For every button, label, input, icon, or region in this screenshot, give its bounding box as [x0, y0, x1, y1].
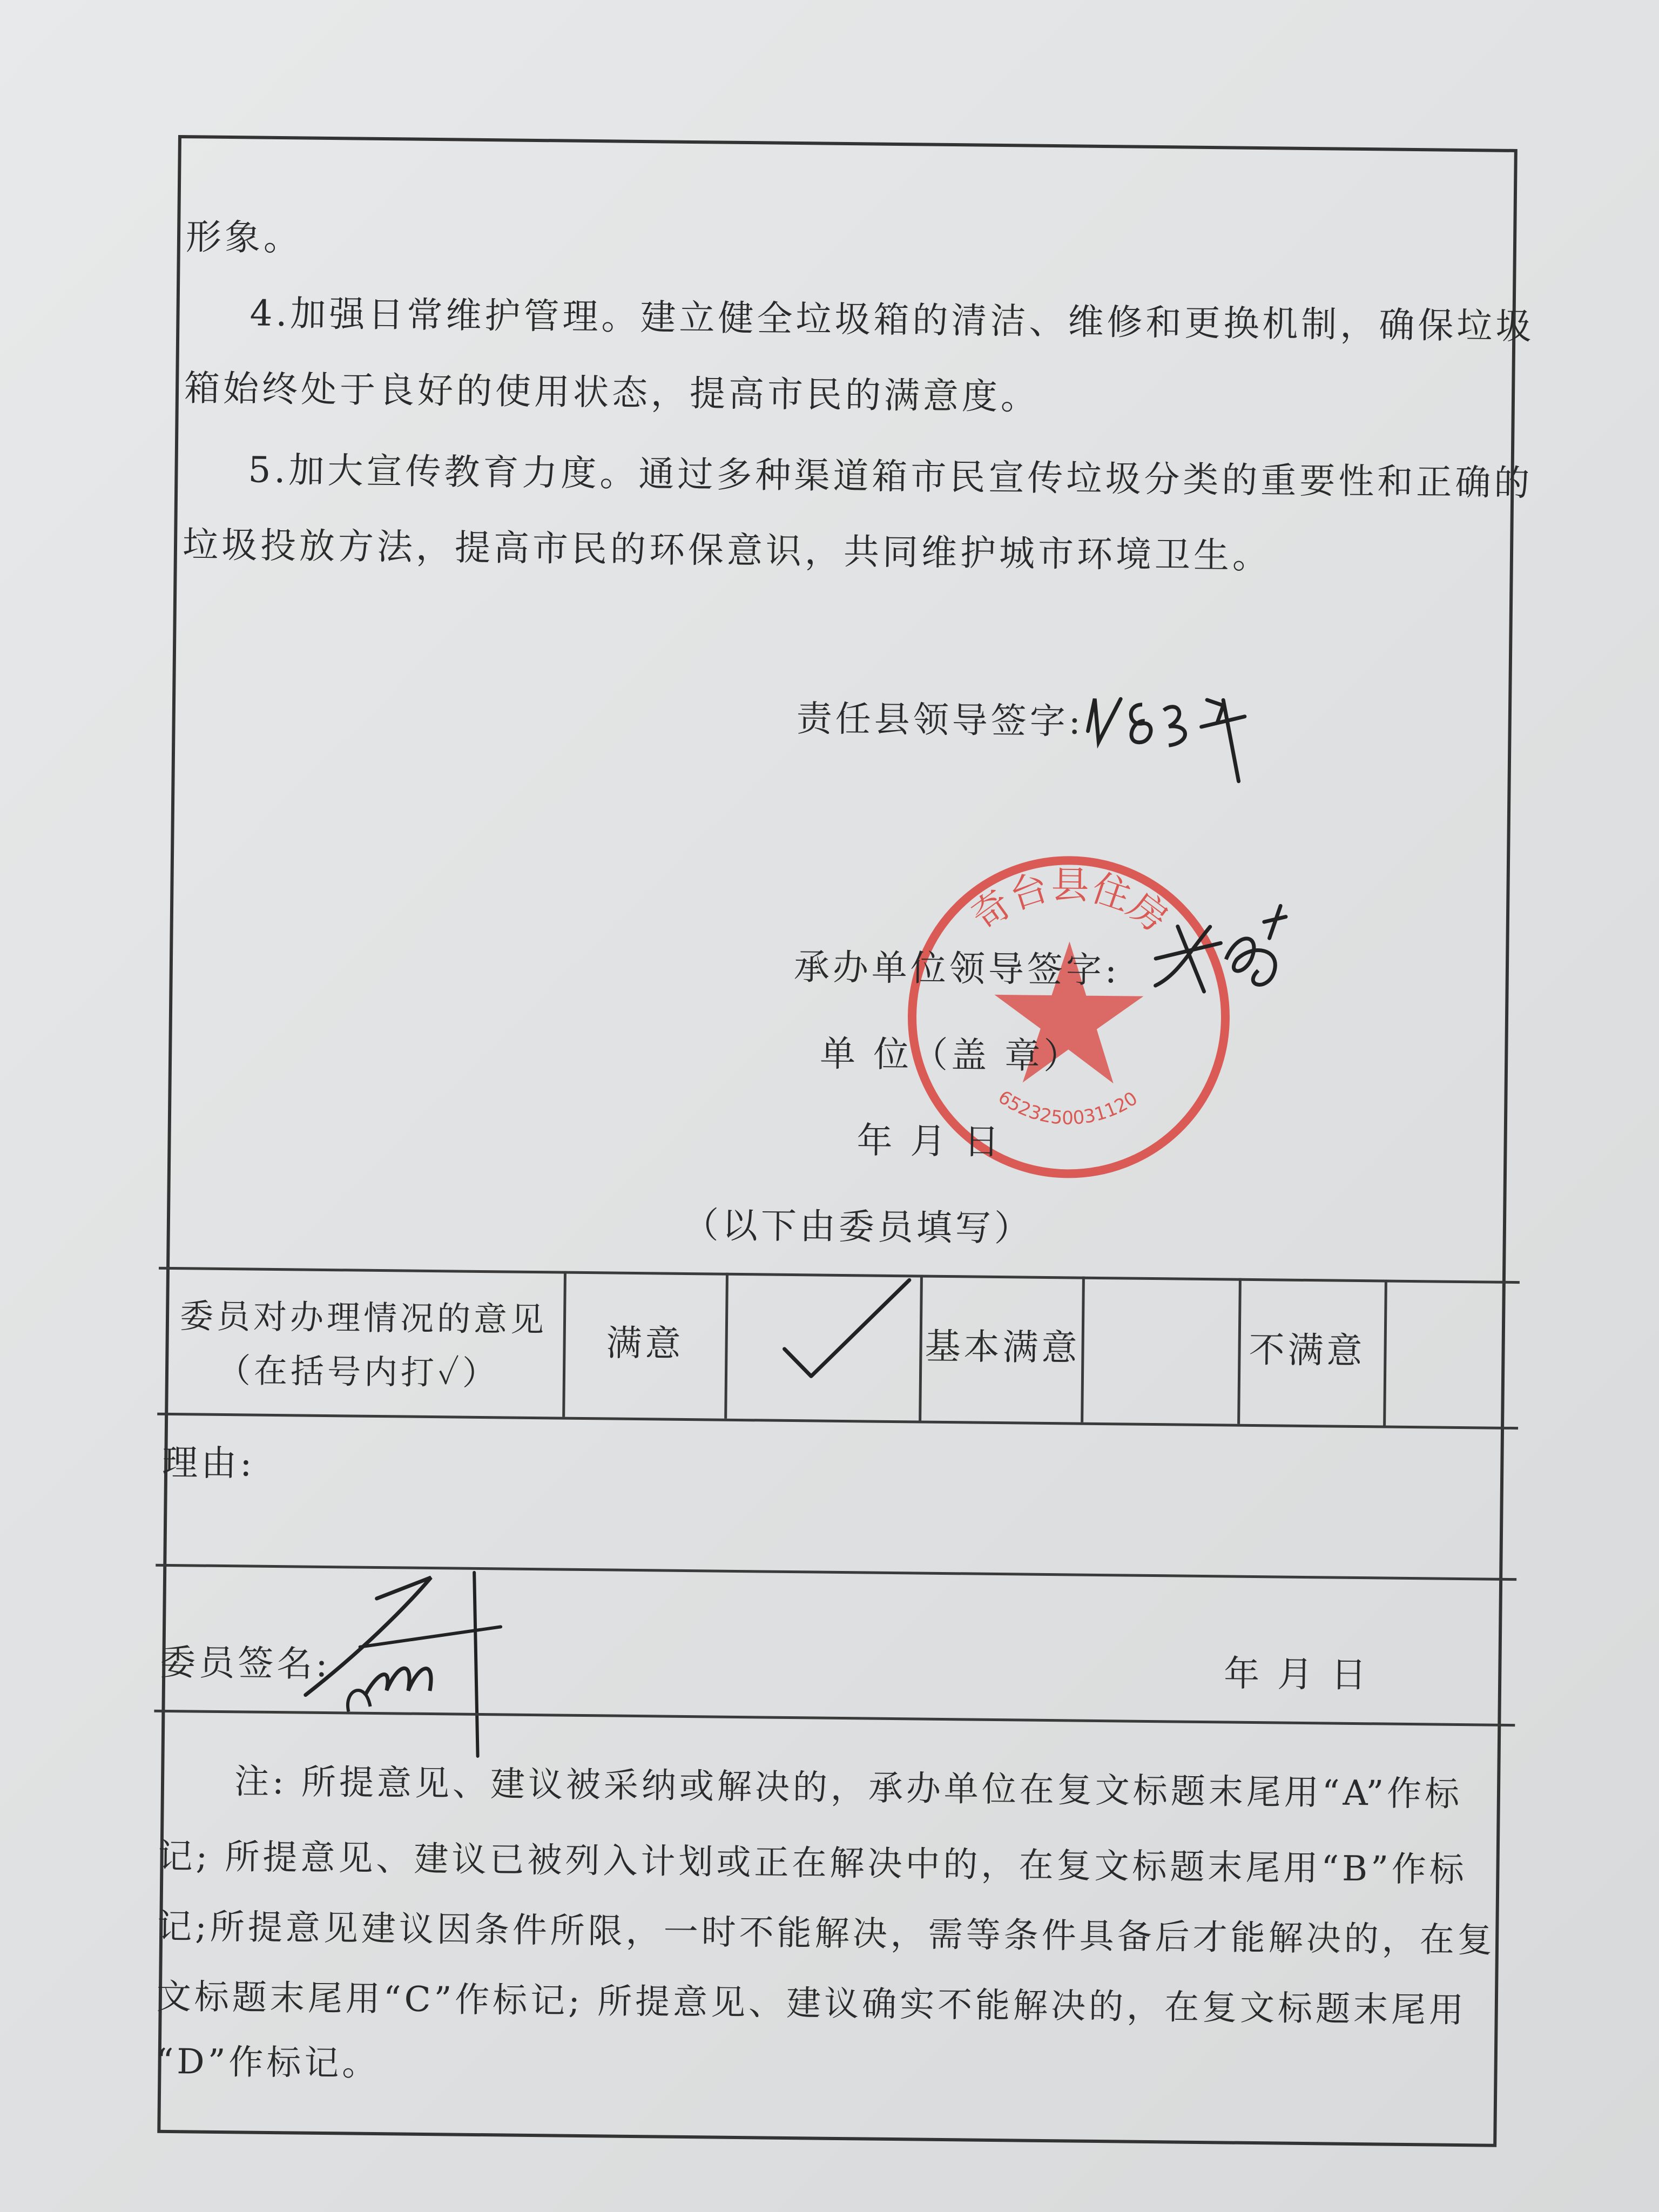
- body-line-1: 形象。: [185, 216, 303, 259]
- note-line-4: 文标题末尾用“C”作标记; 所提意见、建议确实不能解决的，在复文标题末尾用: [156, 1977, 1467, 2031]
- item4-line-1: 4.加强日常维护管理。建立健全垃圾箱的清洁、维修和更换机制，确保垃圾: [249, 292, 1535, 348]
- member-signature-label: 委员签名:: [159, 1641, 332, 1685]
- unit-seal-label: 单 位（盖 章）: [819, 1033, 1083, 1077]
- col-divider-2: [724, 1273, 729, 1419]
- col-divider-6: [1383, 1280, 1387, 1426]
- member-date: 年 月 日: [1223, 1653, 1370, 1696]
- note-line-2: 记; 所提意见、建议已被列入计划或正在解决中的，在复文标题末尾用“B”作标: [158, 1836, 1468, 1891]
- col-divider-5: [1237, 1278, 1242, 1424]
- item5-line-1: 5.加大宣传教育力度。通过多种渠道箱市民宣传垃圾分类的重要性和正确的: [248, 449, 1533, 504]
- county-leader-signature: [1082, 666, 1277, 793]
- opinion-label-line-2: （在括号内打✓）: [217, 1350, 500, 1393]
- item5-line-2: 垃圾投放方法，提高市民的环保意识，共同维护城市环境卫生。: [182, 524, 1272, 577]
- seal-text: 奇台县住房: [963, 863, 1177, 941]
- note-line-1: 注: 所提意见、建议被采纳或解决的，承办单位在复文标题末尾用“A”作标: [234, 1762, 1463, 1815]
- unit-leader-label: 承办单位领导签字:: [793, 946, 1121, 992]
- unit-date-label: 年 月 日: [857, 1120, 1003, 1163]
- checkmark-icon: [773, 1268, 915, 1399]
- basically-satisfied-option[interactable]: 基本满意: [925, 1325, 1081, 1369]
- county-leader-label: 责任县领导签字:: [796, 698, 1084, 743]
- table-row-divider: [157, 1413, 1518, 1429]
- document-frame: [156, 135, 1535, 2147]
- reason-label: 理由:: [161, 1441, 255, 1485]
- satisfied-option[interactable]: 满意: [606, 1322, 685, 1365]
- item4-line-2: 箱始终处于良好的使用状态，提高市民的满意度。: [184, 367, 1040, 418]
- unit-leader-signature: [1144, 894, 1318, 1003]
- note-line-5: “D”作标记。: [156, 2041, 380, 2085]
- col-divider-1: [562, 1271, 567, 1417]
- not-satisfied-option[interactable]: 不满意: [1249, 1328, 1366, 1372]
- seal-number: 6523250031120: [994, 1086, 1142, 1129]
- member-section-heading: （以下由委员填写）: [683, 1204, 1034, 1250]
- svg-text:6523250031120: [994, 1086, 1142, 1130]
- col-divider-4: [1081, 1277, 1085, 1422]
- opinion-label-line-1: 委员对办理情况的意见: [179, 1296, 548, 1340]
- col-divider-3: [919, 1275, 923, 1421]
- member-signature: [294, 1565, 523, 1762]
- note-line-3: 记;所提意见建议因条件所限，一时不能解决，需等条件具备后才能解决的，在复: [157, 1906, 1496, 1961]
